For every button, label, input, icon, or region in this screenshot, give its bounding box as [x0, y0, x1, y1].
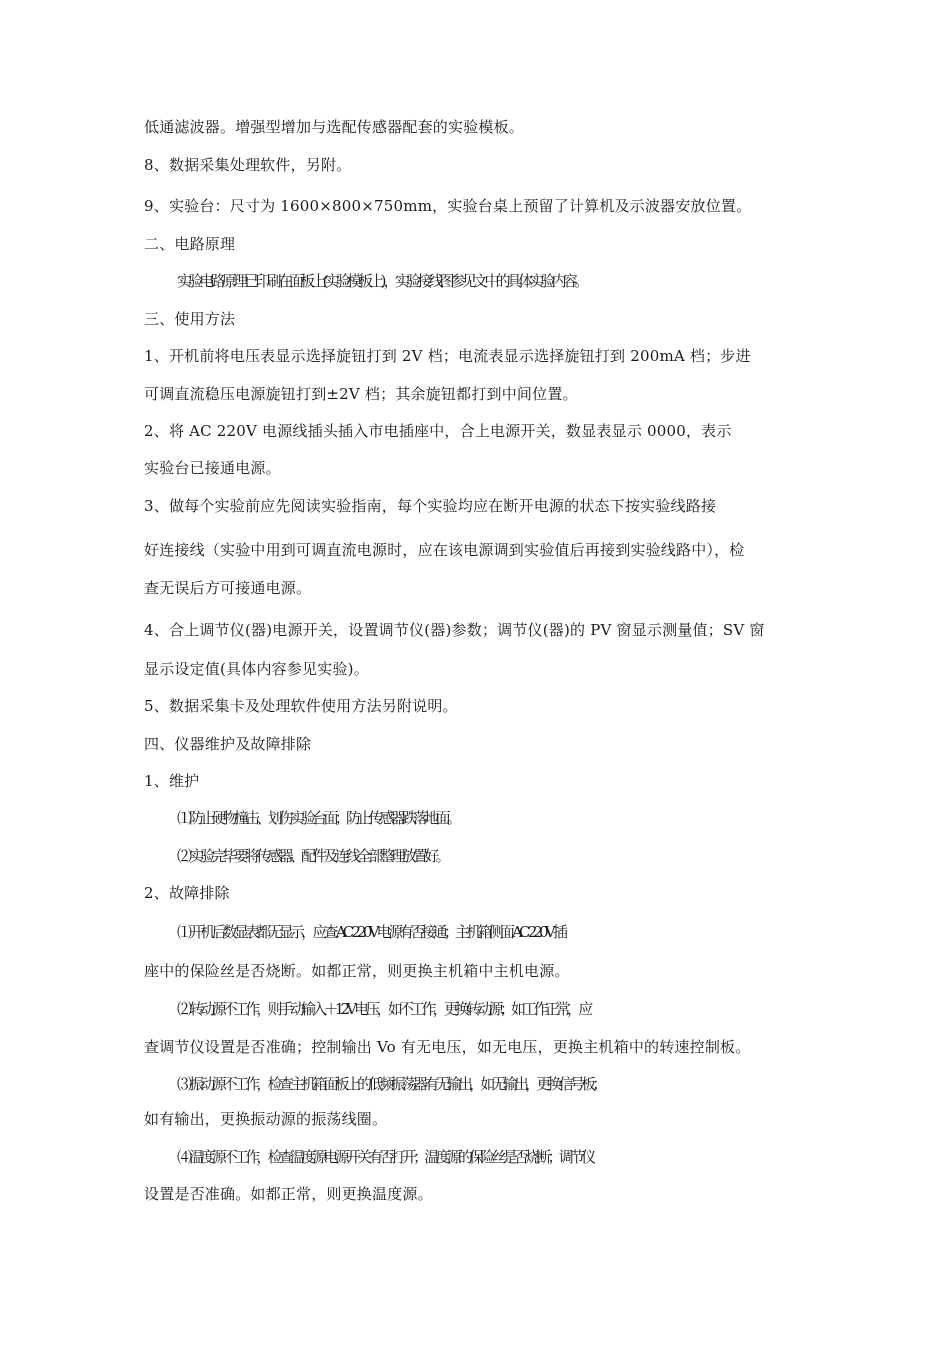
list-item: ⑴ 防止硬物撞击、划伤实验台面；防止传感器跌落地面。 — [177, 809, 458, 827]
text-line: 显示设定值(具体内容参见实验)。 — [144, 660, 369, 678]
text-line: 1、开机前将电压表显示选择旋钮打到 2V 档；电流表显示选择旋钮打到 200mA 档；步进 — [144, 347, 751, 365]
text-line: 低通滤波器。增强型增加与选配传感器配套的实验模板。 — [144, 118, 525, 136]
section-heading: 三、使用方法 — [144, 310, 236, 328]
list-item: ⑶ 振动源不工作，检查主机箱面板上的低频振荡器有无输出，如无输出，更换信号板； — [177, 1075, 604, 1093]
text-line: 4、合上调节仪(器)电源开关，设置调节仪(器)参数；调节仪(器)的 PV 窗显示测量值；SV 窗 — [144, 621, 765, 639]
text-line: 查调节仪设置是否准确；控制输出 Vo 有无电压，如无电压，更换主机箱中的转速控制板。 — [144, 1038, 751, 1056]
text-line: 9、实验台：尺寸为 1600×800×750mm，实验台桌上预留了计算机及示波器安放位置。 — [144, 197, 752, 215]
section-heading: 四、仪器维护及故障排除 — [144, 735, 312, 753]
list-item: ⑴ 开机后数显表都无显示，应查 AC 220V 电源有否接通；主机箱侧面 AC 220V 插 — [177, 923, 565, 941]
text-line: 5、数据采集卡及处理软件使用方法另附说明。 — [144, 697, 458, 715]
text-line: 查无误后方可接通电源。 — [144, 579, 312, 597]
text-line: 8、数据采集处理软件，另附。 — [144, 156, 352, 174]
text-line: 3、做每个实验前应先阅读实验指南，每个实验均应在断开电源的状态下按实验线路接 — [144, 497, 717, 515]
text-line: 座中的保险丝是否烧断。如都正常，则更换主机箱中主机电源。 — [144, 962, 570, 980]
text-line: 如有输出，更换振动源的振荡线圈。 — [144, 1110, 388, 1128]
text-line: 好连接线（实验中用到可调直流电源时，应在该电源调到实验值后再接到实验线路中），检 — [144, 541, 745, 559]
text-line: 2、将 AC 220V 电源线插头插入市电插座中，合上电源开关，数显表显示 0000，表示 — [144, 422, 732, 440]
subheading: 2、故障排除 — [144, 884, 230, 902]
text-line: 设置是否准确。如都正常，则更换温度源。 — [144, 1185, 433, 1203]
section-heading: 二、电路原理 — [144, 235, 236, 253]
list-item: ⑷ 温度源不工作，检查温度源电源开关有否打开；温度源的保险丝是否烧断；调节仪 — [177, 1148, 593, 1166]
text-line: 实验电路原理已印刷在面板上(实验模板上) ，实验接线图参见文中的具体实验内容。 — [177, 272, 586, 290]
subheading: 1、维护 — [144, 772, 200, 790]
text-line: 可调直流稳压电源旋钮打到±2V 档；其余旋钮都打到中间位置。 — [144, 385, 578, 403]
list-item: ⑵ 实验完毕要将传感器、配件及连线全部整理放置好。 — [177, 847, 447, 865]
text-line: 实验台已接通电源。 — [144, 459, 281, 477]
list-item: ⑵ 转动源不工作，则手动输入＋12V 电压，如不工作，更换转动源；如工作正常，应 — [177, 1000, 590, 1018]
